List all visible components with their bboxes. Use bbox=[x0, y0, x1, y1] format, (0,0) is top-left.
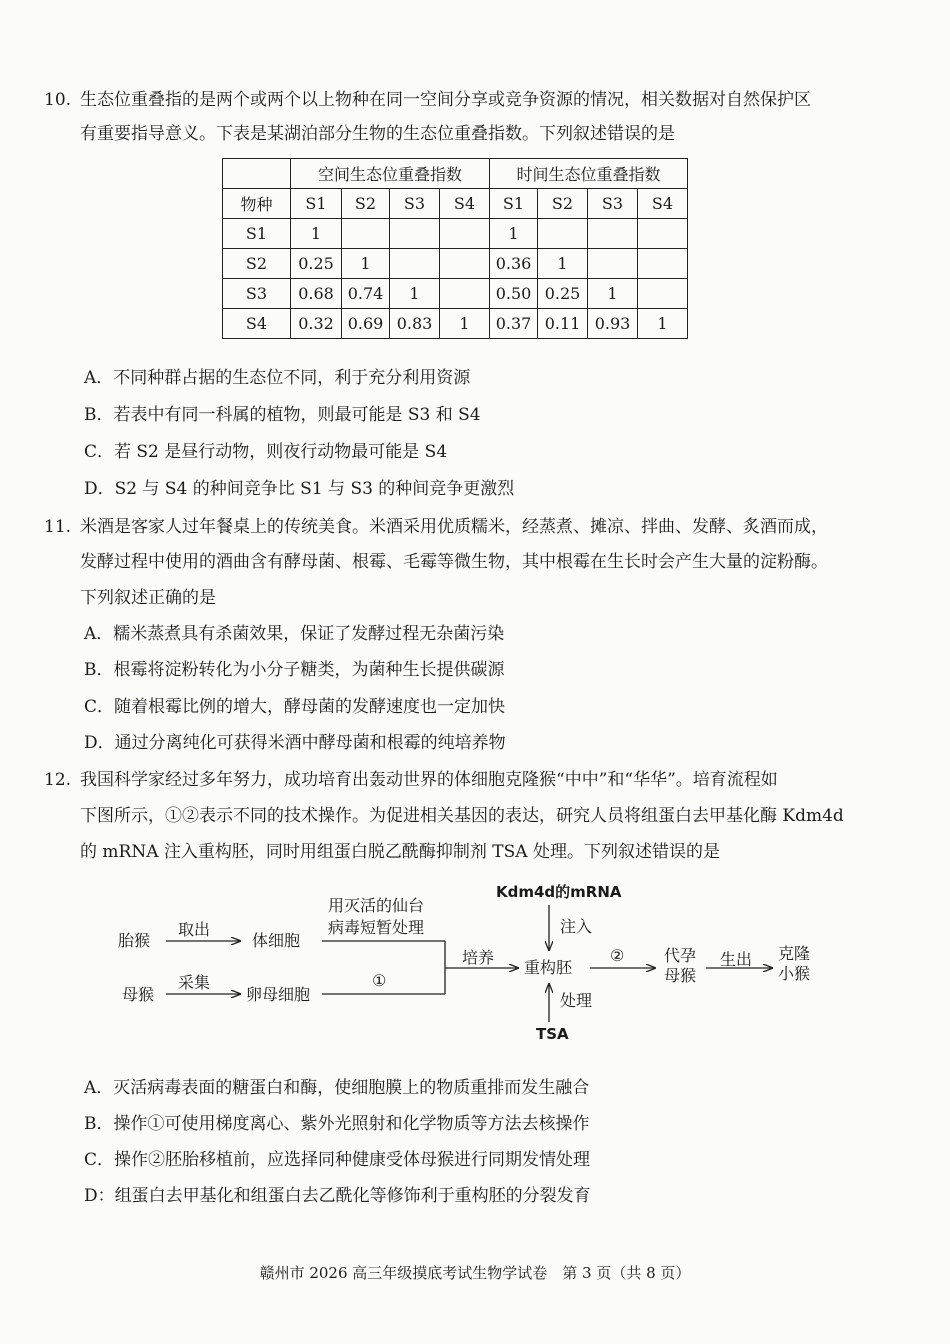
table-cell: 0.36 bbox=[490, 249, 538, 279]
question-12-stem-line1: 我国科学家经过多年努力，成功培育出轰动世界的体细胞克隆猴“中中”和“华华”。培育流程如 bbox=[80, 770, 778, 790]
question-12-option-b[interactable]: B．操作①可使用梯度离心、紫外光照射和化学物质等方法去核操作 bbox=[84, 1114, 590, 1134]
table-cell: 0.68 bbox=[291, 279, 342, 309]
culture-label: 培养 bbox=[462, 948, 495, 967]
question-11-stem-line1: 米酒是客家人过年餐桌上的传统美食。米酒采用优质糯米，经蒸煮、摊凉、拌曲、发酵、炙酒而成， bbox=[80, 517, 828, 537]
table-cell: 0.93 bbox=[588, 309, 638, 339]
somatic-cell-label: 体细胞 bbox=[252, 931, 301, 950]
species-cell: S1 bbox=[223, 219, 291, 249]
question-10-stem-line2: 有重要指导意义。下表是某湖泊部分生物的生态位重叠指数。下列叙述错误的是 bbox=[80, 124, 675, 144]
question-11-option-c[interactable]: C．随着根霉比例的增大，酵母菌的发酵速度也一定加快 bbox=[84, 697, 506, 717]
page-footer: 赣州市 2026 高三年级摸底考试生物学试卷 第 3 页（共 8 页） bbox=[259, 1264, 691, 1282]
reconstructed-embryo-label: 重构胚 bbox=[524, 958, 573, 977]
table-cell: 1 bbox=[538, 249, 588, 279]
clone-label-line2: 小猴 bbox=[778, 964, 811, 983]
question-12-option-d[interactable]: D：组蛋白去甲基化和组蛋白去乙酰化等修饰利于重构胚的分裂发育 bbox=[84, 1186, 591, 1206]
question-11-number: 11. bbox=[44, 517, 72, 537]
question-11-option-d[interactable]: D．通过分离纯化可获得米酒中酵母菌和根霉的纯培养物 bbox=[84, 733, 506, 753]
fetal-monkey-label: 胎猴 bbox=[118, 931, 151, 950]
col-header: S1 bbox=[291, 189, 342, 219]
virus-label-line2: 病毒短暂处理 bbox=[328, 918, 425, 937]
question-10-number: 10. bbox=[44, 90, 72, 110]
col-header: S4 bbox=[638, 189, 688, 219]
table-cell: 1 bbox=[440, 309, 490, 339]
species-header: 物种 bbox=[223, 189, 291, 219]
table-cell: 0.37 bbox=[490, 309, 538, 339]
clone-label-line1: 克隆 bbox=[778, 944, 811, 963]
table-cell: 0.11 bbox=[538, 309, 588, 339]
tsa-label: TSA bbox=[536, 1025, 569, 1043]
question-11-stem-line2: 发酵过程中使用的酒曲含有酵母菌、根霉、毛霉等微生物，其中根霉在生长时会产生大量的淀粉酶。 bbox=[80, 552, 828, 572]
question-12-stem-line3: 的 mRNA 注入重构胚，同时用组蛋白脱乙酰酶抑制剂 TSA 处理。下列叙述错误的是 bbox=[80, 842, 720, 862]
collect-label: 采集 bbox=[178, 973, 211, 992]
table-cell: 0.25 bbox=[538, 279, 588, 309]
question-10-option-c[interactable]: C．若 S2 是昼行动物，则夜行动物最可能是 S4 bbox=[84, 442, 448, 462]
col-header: S1 bbox=[490, 189, 538, 219]
space-index-header: 空间生态位重叠指数 bbox=[291, 159, 490, 189]
table-cell: 1 bbox=[291, 219, 342, 249]
kdm4d-mrna-label: Kdm4d的mRNA bbox=[496, 883, 622, 901]
col-header: S2 bbox=[538, 189, 588, 219]
table-cell: 0.50 bbox=[490, 279, 538, 309]
table-cell: 0.83 bbox=[390, 309, 440, 339]
question-11-option-a[interactable]: A．糯米蒸煮具有杀菌效果，保证了发酵过程无杂菌污染 bbox=[84, 624, 505, 644]
question-10-option-d[interactable]: D．S2 与 S4 的种间竞争比 S1 与 S3 的种间竞争更激烈 bbox=[84, 479, 515, 499]
question-11-stem-line3: 下列叙述正确的是 bbox=[80, 588, 216, 608]
time-index-header: 时间生态位重叠指数 bbox=[490, 159, 688, 189]
col-header: S4 bbox=[440, 189, 490, 219]
table-cell: 0.74 bbox=[342, 279, 390, 309]
treat-label: 处理 bbox=[560, 991, 593, 1010]
oocyte-label: 卵母细胞 bbox=[246, 985, 311, 1004]
table-cell: 0.32 bbox=[291, 309, 342, 339]
question-10-stem-line1: 生态位重叠指的是两个或两个以上物种在同一空间分享或竞争资源的情况，相关数据对自然保护区 bbox=[80, 90, 811, 110]
species-cell: S2 bbox=[223, 249, 291, 279]
question-11-option-b[interactable]: B．根霉将淀粉转化为小分子糖类，为菌种生长提供碳源 bbox=[84, 660, 505, 680]
table-cell: 0.69 bbox=[342, 309, 390, 339]
step1-label: ① bbox=[372, 971, 387, 990]
question-12-option-c[interactable]: C．操作②胚胎移植前，应选择同种健康受体母猴进行同期发情处理 bbox=[84, 1150, 591, 1170]
species-cell: S3 bbox=[223, 279, 291, 309]
table-cell: 1 bbox=[342, 249, 390, 279]
question-10-option-a[interactable]: A．不同种群占据的生态位不同，利于充分利用资源 bbox=[84, 368, 471, 388]
surrogate-label-line2: 母猴 bbox=[664, 966, 697, 985]
question-10-option-b[interactable]: B．若表中有同一科属的植物，则最可能是 S3 和 S4 bbox=[84, 405, 481, 425]
col-header: S2 bbox=[342, 189, 390, 219]
step2-label: ② bbox=[610, 946, 625, 965]
surrogate-label-line1: 代孕 bbox=[664, 946, 697, 965]
col-header: S3 bbox=[390, 189, 440, 219]
mother-monkey-label: 母猴 bbox=[122, 985, 155, 1004]
question-12-number: 12. bbox=[44, 770, 72, 790]
table-cell: 1 bbox=[588, 279, 638, 309]
col-header: S3 bbox=[588, 189, 638, 219]
table-cell: 0.25 bbox=[291, 249, 342, 279]
take-out-label: 取出 bbox=[178, 920, 211, 939]
question-12-stem-line2: 下图所示，①②表示不同的技术操作。为促进相关基因的表达，研究人员将组蛋白去甲基化酶 Kdm4d bbox=[80, 806, 844, 826]
table-cell: 1 bbox=[638, 309, 688, 339]
species-cell: S4 bbox=[223, 309, 291, 339]
born-label: 生出 bbox=[720, 950, 753, 969]
table-cell: 1 bbox=[490, 219, 538, 249]
virus-label-line1: 用灭活的仙台 bbox=[328, 896, 425, 915]
table-cell: 1 bbox=[390, 279, 440, 309]
question-12-option-a[interactable]: A．灭活病毒表面的糖蛋白和酶，使细胞膜上的物质重排而发生融合 bbox=[84, 1078, 590, 1098]
inject-label: 注入 bbox=[560, 917, 593, 936]
